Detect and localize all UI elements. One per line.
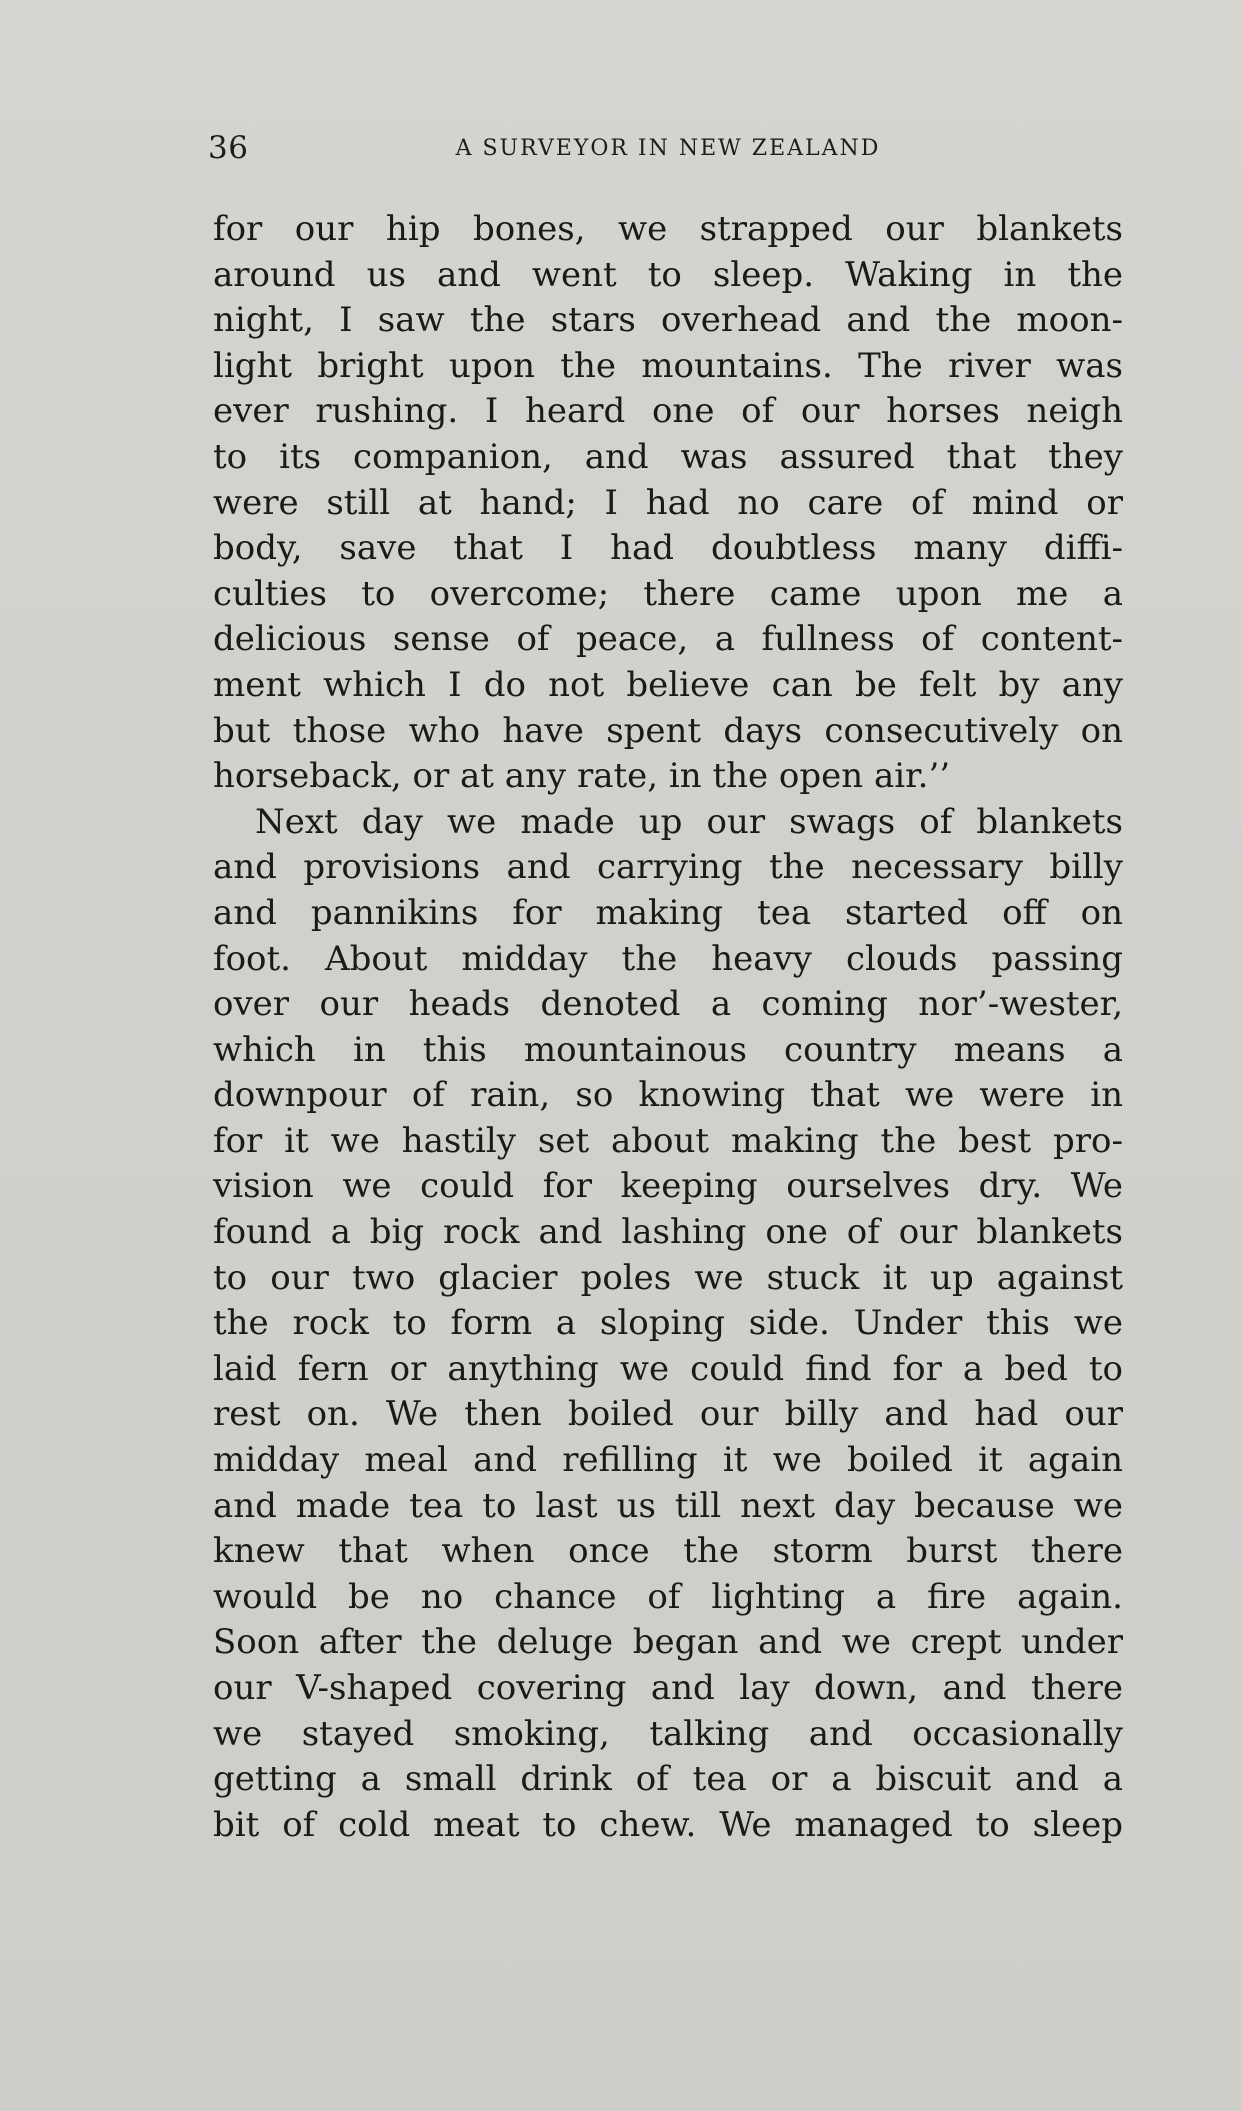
text-line: ever rushing. I heard one of our horses neigh bbox=[213, 391, 1123, 432]
text-line: night, I saw the stars overhead and the moon- bbox=[213, 300, 1123, 341]
text-line: delicious sense of peace, a fullness of content- bbox=[213, 619, 1123, 660]
text-line: culties to overcome; there came upon me a bbox=[213, 573, 1123, 614]
text-line: ment which I do not believe can be felt by any bbox=[213, 664, 1123, 705]
text-line: vision we could for keeping ourselves dry. We bbox=[213, 1166, 1123, 1207]
text-line: getting a small drink of tea or a biscuit and a bbox=[213, 1759, 1123, 1800]
text-line: foot. About midday the heavy clouds passing bbox=[213, 938, 1123, 979]
text-line: Soon after the deluge began and we crept under bbox=[213, 1622, 1123, 1663]
text-line: to its companion, and was assured that they bbox=[213, 436, 1123, 477]
text-line: were still at hand; I had no care of mind or bbox=[213, 482, 1123, 523]
text-line: body, save that I had doubtless many diffi- bbox=[213, 528, 1123, 569]
text-line: light bright upon the mountains. The river was bbox=[213, 345, 1123, 386]
text-line: horseback, or at any rate, in the open air.’’ bbox=[213, 756, 951, 797]
text-line: and made tea to last us till next day because we bbox=[213, 1485, 1123, 1526]
text-line: over our heads denoted a coming nor’-wester, bbox=[213, 984, 1123, 1025]
text-line: downpour of rain, so knowing that we were in bbox=[213, 1075, 1123, 1116]
text-line: and provisions and carrying the necessary billy bbox=[213, 847, 1123, 888]
text-line: bit of cold meat to chew. We managed to sleep bbox=[213, 1804, 1123, 1845]
text-line: around us and went to sleep. Waking in the bbox=[213, 254, 1123, 295]
text-line: but those who have spent days consecutively on bbox=[213, 710, 1123, 751]
text-line: we stayed smoking, talking and occasionally bbox=[213, 1713, 1123, 1754]
text-line: our V-shaped covering and lay down, and there bbox=[213, 1668, 1123, 1708]
text-line: would be no chance of lighting a fire again. bbox=[213, 1576, 1123, 1617]
text-line: knew that when once the storm burst there bbox=[213, 1531, 1123, 1572]
text-line: the rock to form a sloping side. Under this we bbox=[213, 1303, 1123, 1344]
text-line: rest on. We then boiled our billy and had our bbox=[213, 1394, 1123, 1435]
text-line: Next day we made up our swags of blankets bbox=[255, 801, 1123, 842]
text-line: for our hip bones, we strapped our blankets bbox=[213, 209, 1123, 249]
text-line: for it we hastily set about making the best pro- bbox=[213, 1120, 1123, 1161]
page-header bbox=[208, 128, 1118, 168]
text-line: to our two glacier poles we stuck it up against bbox=[213, 1257, 1123, 1298]
running-head: A SURVEYOR IN NEW ZEALAND bbox=[455, 136, 881, 161]
text-line: found a big rock and lashing one of our blankets bbox=[213, 1212, 1123, 1253]
text-line: laid fern or anything we could find for a bed to bbox=[213, 1348, 1123, 1389]
text-line: and pannikins for making tea started off on bbox=[213, 892, 1123, 933]
page-number: 36 bbox=[208, 130, 249, 166]
text-line: midday meal and refilling it we boiled it again bbox=[213, 1440, 1123, 1481]
body-text bbox=[213, 207, 1123, 1848]
text-line: which in this mountainous country means a bbox=[213, 1029, 1123, 1070]
